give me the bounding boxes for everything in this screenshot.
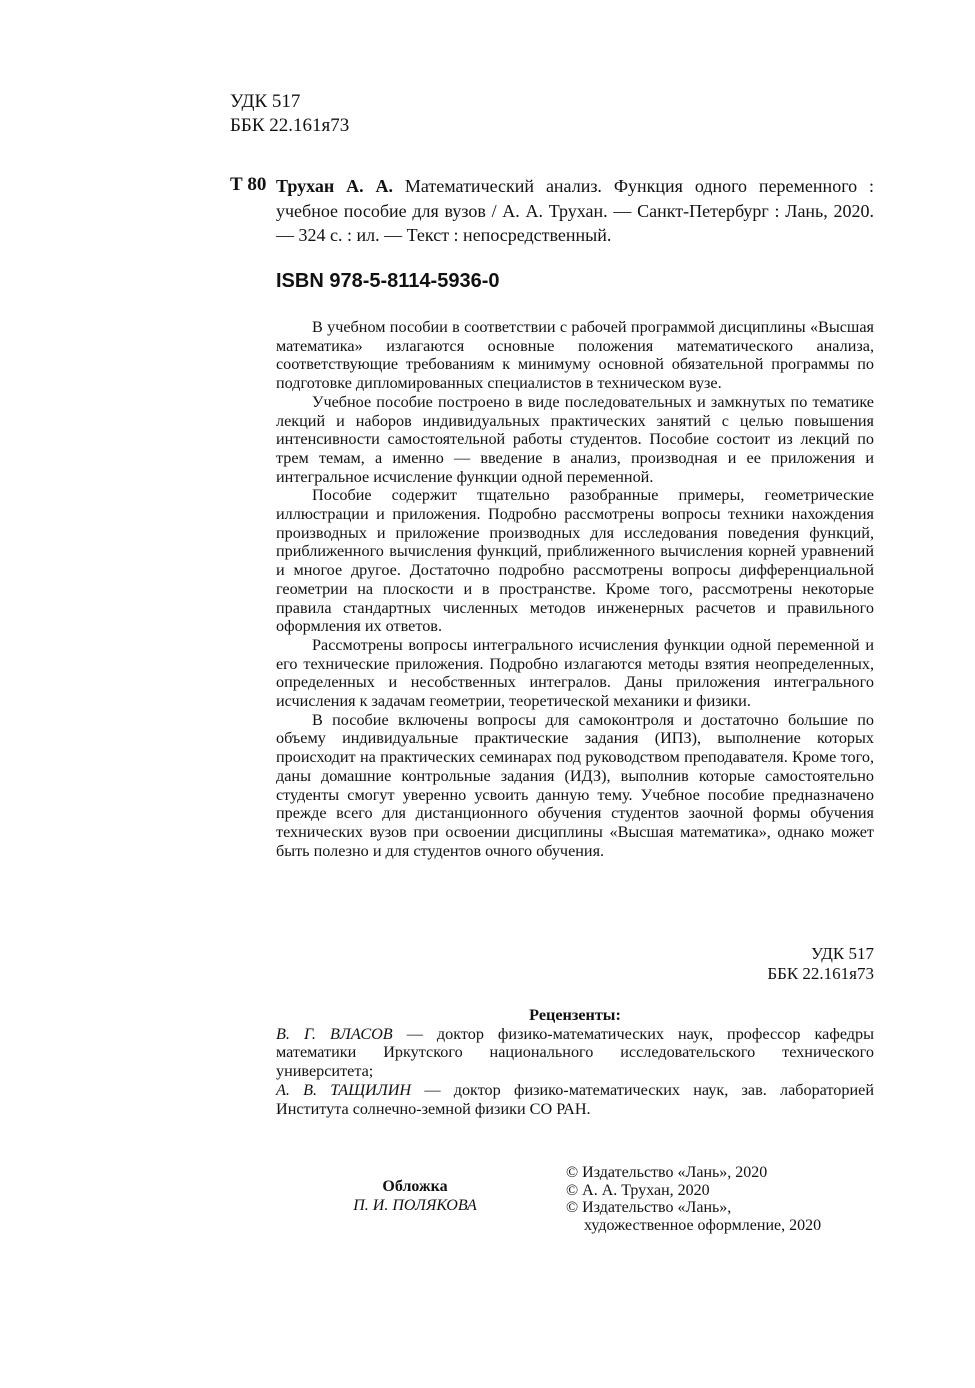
annotation-paragraph: Рассмотрены вопросы интегрального исчисления функции одной переменной и его технические приложения. Подробно излагаются методы взятия неопределенных, определенных и несобственных интегралов. Даны приложения интегрального исчисления к задачам геометрии, теоретической механики и физики. [276, 635, 874, 711]
copyright-line: © А. А. Трухан, 2020 [566, 1181, 710, 1199]
classification-top [230, 90, 349, 138]
author-name: Трухан А. А. [276, 176, 393, 196]
reviewers-block [276, 1006, 874, 1118]
bibliographic-record [276, 174, 874, 248]
annotation-paragraph: Учебное пособие построено в виде последовательных и замкнутых по тематике лекций и наборов индивидуальных практических занятий с целью повышения интенсивности самостоятельной работы студентов. Пособие состоит из лекций по трем темам, а именно — введение в анализ, производная и ее приложения и интегральное исчисление функции одной переменной. [276, 392, 874, 486]
bbk-code: ББК 22.161я73 [230, 115, 350, 136]
annotation-paragraph: Пособие содержит тщательно разобранные примеры, геометрические иллюстрации и приложения. Подробно рассмотрены вопросы техники нахождения производных и приложение производных для исследования поведения функций, приближенного вычисления функций, приближенного вычисления корней уравнений и многое другое. Достаточно подробно рассмотрены вопросы дифференциальной геометрии на плоскости и в пространстве. Кроме того, рассмотрены некоторые правила стандартных численных методов инженерных расчетов и правильного оформления их ответов. [276, 486, 874, 636]
cover-credit [300, 1178, 530, 1215]
cover-designer: П. И. ПОЛЯКОВА [353, 1196, 477, 1214]
annotation-paragraph: В пособие включены вопросы для самоконтроля и достаточно большие по объему индивидуальные практические задания (ИПЗ), выполнение которых происходит на практических семинарах под руководством преподавателя. Кроме того, даны домашние контрольные задания (ИДЗ), выполнив которые самостоятельно студенты смогут уверенно усвоить данную тему. Учебное пособие предназначено прежде всего для дистанционного обучения студентов заочной формы обучения технических вузов при освоении дисциплины «Высшая математика», однако может быть полезно и для студентов очного обучения. [276, 710, 874, 860]
bbk-code: ББК 22.161я73 [767, 964, 874, 983]
reviewer-name: А. В. ТАЩИЛИН [276, 1080, 412, 1099]
copyright-line: художественное оформление, 2020 [584, 1216, 822, 1234]
reviewers-heading: Рецензенты: [529, 1006, 621, 1024]
isbn: ISBN 978-5-8114-5936-0 [276, 270, 500, 292]
annotation [276, 318, 874, 860]
udk-code: УДК 517 [810, 944, 874, 963]
cover-label: Обложка [382, 1178, 448, 1195]
bibliographic-description: Математический анализ. Функция одного переменного : учебное пособие для вузов / А. А. Трухан. — Санкт-Петербург : Лань, 2020. — 324 с. : ил. — Текст : непосредственный. [276, 176, 875, 245]
reviewer-name: В. Г. ВЛАСОВ [276, 1024, 393, 1043]
udk-code: УДК 517 [230, 91, 301, 112]
copyright-block [566, 1164, 821, 1234]
classification-bottom [700, 944, 874, 984]
author-mark: Т 80 [230, 174, 267, 195]
reviewer-description: — доктор физико-математических наук, профессор кафедры математики Иркутского национального исследовательского технического университета; [276, 1024, 875, 1081]
annotation-paragraph: В учебном пособии в соответствии с рабочей программой дисциплины «Высшая математика» излагаются основные положения математического анализа, соответствующие требованиям к минимуму основной обязательной программы по подготовке дипломированных специалистов в техническом вузе. [276, 318, 874, 393]
reviewer-entry [276, 1081, 874, 1118]
reviewer-description: — доктор физико-математических наук, зав. лабораторией Института солнечно-земной физики СО РАН. [276, 1080, 874, 1118]
copyright-line: © Издательство «Лань», 2020 [566, 1164, 768, 1181]
copyright-line: © Издательство «Лань», [566, 1199, 732, 1216]
reviewer-entry [276, 1025, 874, 1081]
